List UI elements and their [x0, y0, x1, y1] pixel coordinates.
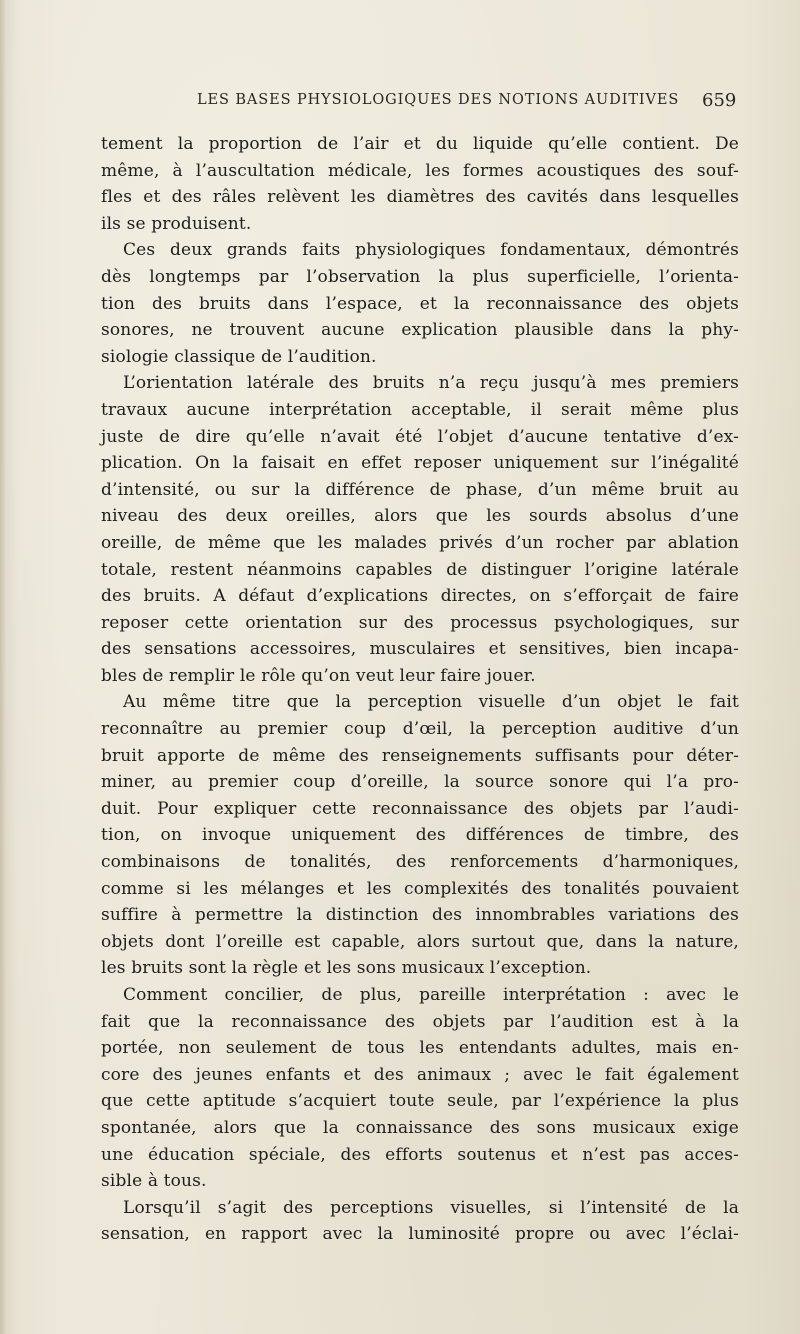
text-line: siologie classique de l’audition.	[101, 346, 377, 367]
text-line: plication. On la faisait en effet reposer uniquement sur l’inégalité	[101, 453, 739, 474]
text-line: fles et des râles relèvent les diamètres des cavités dans lesquelles	[101, 187, 739, 208]
text-line: oreille, de même que les malades privés d’un rocher par ablation	[101, 532, 739, 553]
text-line: bruit apporte de même des renseignements suffisants pour déter-	[101, 745, 739, 766]
text-line: reposer cette orientation sur des processus psychologiques, sur	[101, 612, 739, 633]
text-line: objets dont l’oreille est capable, alors surtout que, dans la nature,	[101, 931, 739, 952]
text-line: juste de dire qu’elle n’avait été l’objet d’aucune tentative d’ex-	[101, 426, 739, 447]
text-line: Ces deux grands faits physiologiques fondamentaux, démontrés	[123, 240, 739, 261]
text-line: même, à l’auscultation médicale, les formes acoustiques des souf-	[101, 160, 739, 181]
text-line: travaux aucune interprétation acceptable, il serait même plus	[101, 399, 739, 420]
text-line: fait que la reconnaissance des objets par l’audition est à la	[101, 1011, 739, 1032]
text-line: sonores, ne trouvent aucune explication plausible dans la phy-	[101, 320, 739, 341]
running-head-title: LES BASES PHYSIOLOGIQUES DES NOTIONS AUDITIVES	[197, 92, 680, 108]
text-line: tement la proportion de l’air et du liquide qu’elle contient. De	[101, 134, 739, 154]
text-line: que cette aptitude s’acquiert toute seule, par l’expérience la plus	[101, 1091, 739, 1112]
text-line: sensation, en rapport avec la luminosité propre ou avec l’éclai-	[101, 1224, 739, 1245]
text-line: spontanée, alors que la connaissance des sons musicaux exige	[101, 1117, 739, 1138]
page-edge-shadow	[0, 0, 6, 1334]
body-text	[101, 131, 739, 1248]
text-line: tion des bruits dans l’espace, et la reconnaissance des objets	[101, 293, 739, 314]
running-head	[0, 92, 800, 114]
text-line: portée, non seulement de tous les entendants adultes, mais en-	[101, 1038, 739, 1059]
text-line: Comment concilier, de plus, pareille interprétation : avec le	[123, 985, 739, 1005]
text-line: combinaisons de tonalités, des renforcements d’harmoniques,	[101, 852, 739, 873]
text-line: bles de remplir le rôle qu’on veut leur faire jouer.	[101, 665, 536, 686]
text-line: Lorsqu’il s’agit des perceptions visuelles, si l’intensité de la	[123, 1197, 739, 1218]
text-line: totale, restent néanmoins capables de distinguer l’origine latérale	[101, 559, 739, 580]
text-line: une éducation spéciale, des efforts soutenus et n’est pas acces-	[101, 1144, 739, 1165]
text-line: reconnaître au premier coup d’œil, la perception auditive d’un	[101, 719, 739, 740]
text-line: des sensations accessoires, musculaires et sensitives, bien incapa-	[101, 639, 739, 660]
text-line: les bruits sont la règle et les sons musicaux l’exception.	[101, 958, 592, 979]
page-number: 659	[702, 90, 737, 111]
text-line: miner, au premier coup d’oreille, la source sonore qui l’a pro-	[101, 772, 739, 793]
text-line: niveau des deux oreilles, alors que les sourds absolus d’une	[101, 506, 739, 527]
text-line: ils se produisent.	[101, 213, 252, 234]
text-line: d’intensité, ou sur la différence de phase, d’un même bruit au	[101, 479, 739, 500]
text-line: suffire à permettre la distinction des innombrables variations des	[101, 905, 739, 926]
text-line: des bruits. A défaut d’explications directes, on s’efforçait de faire	[101, 586, 739, 607]
text-line: comme si les mélanges et les complexités des tonalités pouvaient	[101, 878, 739, 899]
text-line: duit. Pour expliquer cette reconnaissance des objets par l’audi-	[101, 798, 739, 819]
text-line: Au même titre que la perception visuelle d’un objet le fait	[123, 692, 739, 713]
text-line: sible à tous.	[101, 1171, 207, 1192]
text-line: dès longtemps par l’observation la plus superficielle, l’orienta-	[101, 266, 739, 287]
text-line: tion, on invoque uniquement des différences de timbre, des	[101, 825, 739, 846]
text-line: core des jeunes enfants et des animaux ; avec le fait également	[101, 1064, 739, 1085]
text-line: L’orientation latérale des bruits n’a reçu jusqu’à mes premiers	[123, 373, 739, 394]
